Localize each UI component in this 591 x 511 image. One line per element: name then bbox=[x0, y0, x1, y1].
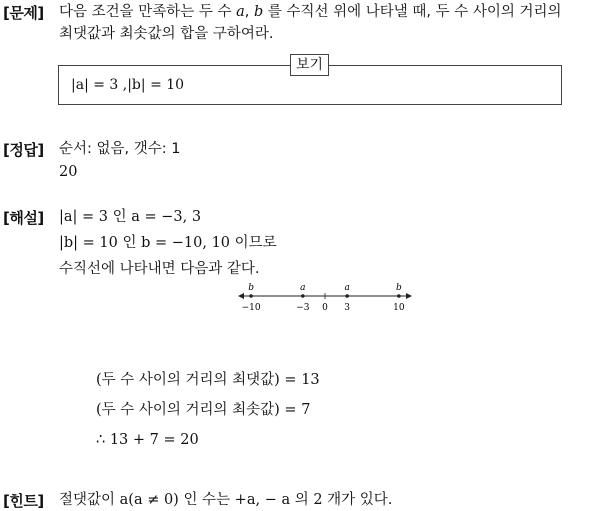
problem-line-1-pre: 다음 조건을 만족하는 두 수 bbox=[59, 4, 237, 20]
number-line-point bbox=[249, 294, 253, 298]
number-line-point bbox=[301, 294, 305, 298]
explanation-label: [해설] bbox=[3, 209, 44, 227]
answer-label: [정답] bbox=[3, 141, 44, 159]
hint-label: [힌트] bbox=[3, 492, 44, 510]
number-line-point-letter: a bbox=[300, 283, 306, 293]
number-line-tick-label: 10 bbox=[393, 303, 405, 313]
var-a: a bbox=[236, 4, 245, 20]
number-line-point-letter: a bbox=[344, 283, 350, 293]
comma: , bbox=[244, 4, 254, 20]
number-line-point-letter: b bbox=[396, 283, 402, 293]
condition-box-content: |a| = 3 ,|b| = 10 bbox=[71, 77, 185, 93]
problem-label: [문제] bbox=[3, 4, 44, 22]
number-line-point bbox=[397, 294, 401, 298]
answer-value: 20 bbox=[59, 164, 78, 180]
number-line-tick-label: 0 bbox=[322, 303, 328, 313]
number-line bbox=[230, 280, 420, 316]
problem-line-1 bbox=[59, 2, 562, 22]
hint-text: 절댓값이 a(a ≠ 0) 인 수는 +a, − a 의 2 개가 있다. bbox=[59, 492, 393, 508]
number-line-left-arrow bbox=[238, 293, 244, 299]
var-b: b bbox=[254, 4, 264, 20]
explanation-line-2: |b| = 10 인 b = −10, 10 이므로 bbox=[59, 235, 277, 251]
explanation-line-3: 수직선에 나타내면 다음과 같다. bbox=[59, 261, 260, 277]
number-line-tick-label: 3 bbox=[344, 303, 351, 313]
condition-box-title: 보기 bbox=[290, 54, 329, 76]
number-line-tick-label: −3 bbox=[296, 303, 310, 313]
number-line-tick-label: −10 bbox=[241, 303, 261, 313]
number-line-point-letter: b bbox=[248, 283, 254, 293]
problem-line-2: 최댓값과 최솟값의 합을 구하여라. bbox=[59, 26, 274, 42]
number-line-point bbox=[345, 294, 349, 298]
answer-meta: 순서: 없음, 갯수: 1 bbox=[59, 141, 181, 157]
number-line-right-arrow bbox=[406, 293, 412, 299]
result-min: (두 수 사이의 거리의 최솟값) = 7 bbox=[96, 402, 311, 418]
result-max: (두 수 사이의 거리의 최댓값) = 13 bbox=[96, 372, 320, 388]
result-sum: ∴ 13 + 7 = 20 bbox=[96, 432, 199, 448]
explanation-line-1: |a| = 3 인 a = −3, 3 bbox=[59, 209, 202, 225]
problem-line-1-post: 를 수직선 위에 나타낼 때, 두 수 사이의 거리의 bbox=[263, 4, 562, 20]
